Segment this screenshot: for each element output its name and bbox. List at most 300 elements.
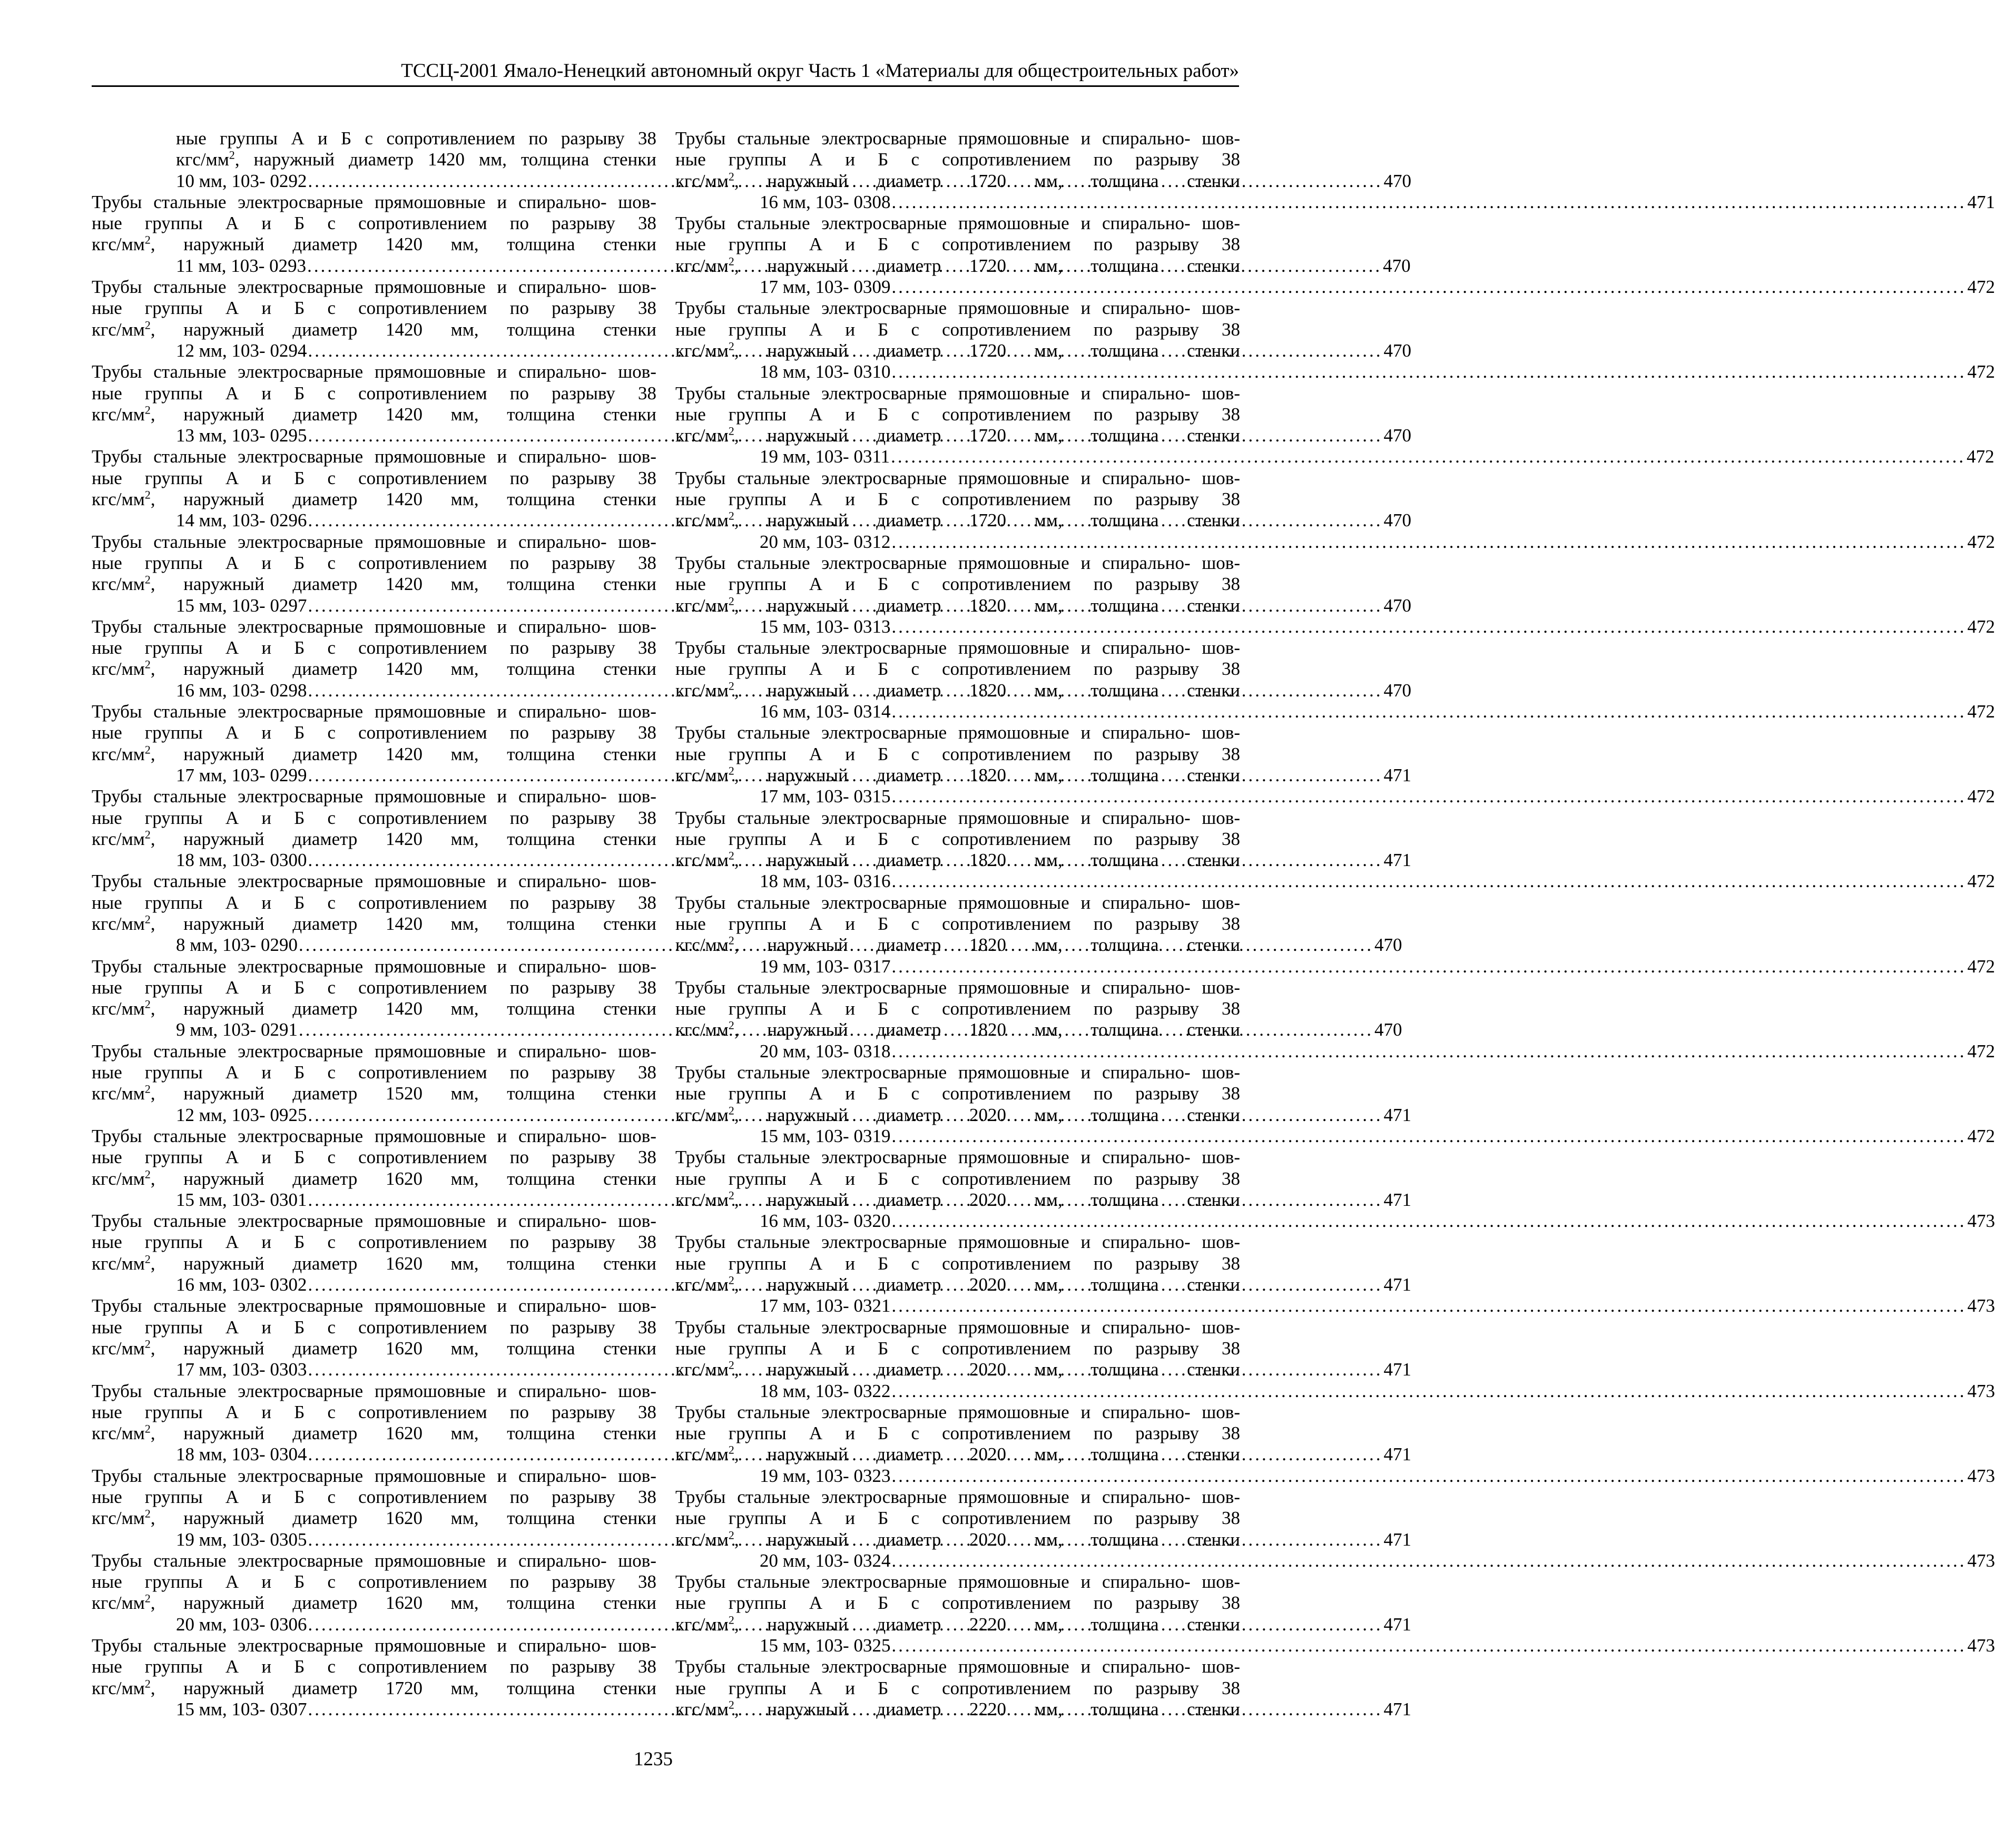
unit-superscript: 2 (144, 233, 151, 247)
entry-diameter-line (675, 1188, 1240, 1211)
diameter-value: 1820 (969, 850, 1006, 871)
dot-leader (891, 701, 1966, 722)
unit-superscript: 2 (728, 1104, 734, 1117)
entry-group-line: ные группы А и Б с сопротивлением по разрыву 38 (92, 298, 656, 319)
unit-superscript: 2 (144, 912, 151, 926)
page-reference: 470 (1374, 935, 1402, 956)
entry-group-line: ные группы А и Б с сопротивлением по разрыву 38 (675, 1168, 1240, 1189)
diameter-value: 1820 (969, 1019, 1006, 1040)
entry-title-line: Трубы стальные электросварные прямошовные и спирально- шов- (675, 128, 1240, 149)
unit-label: кгс/мм (92, 489, 145, 510)
entry-title-line: Трубы стальные электросварные прямошовные и спирально- шов- (92, 1040, 656, 1061)
entry-title-line: Трубы стальные электросварные прямошовные и спирально- шов- (92, 956, 656, 977)
entry-diameter-line (675, 594, 1240, 616)
unit-label: кгс/мм (92, 828, 145, 849)
unit-superscript: 2 (728, 679, 734, 693)
thickness-code: 15 мм, 103- 0301 (176, 1189, 307, 1210)
diameter-value: 2020 (969, 1104, 1006, 1125)
diameter-suffix: мм, толщина стенки (1006, 1189, 1240, 1210)
entry-diameter-line (675, 509, 1240, 531)
diameter-suffix: мм, толщина стенки (1006, 1019, 1240, 1040)
thickness-code: 20 мм, 103- 0318 (760, 1040, 891, 1061)
entry-title-line: Трубы стальные электросварные прямошовные и спирально- шов- (92, 1125, 656, 1146)
entry-code-line (760, 277, 1995, 298)
unit-label: кгс/мм (675, 255, 729, 276)
entry-code-line (760, 1211, 1995, 1232)
unit-superscript: 2 (728, 1188, 734, 1202)
entry-group-line: ные группы А и Б с сопротивлением по разрыву 38 (92, 1062, 656, 1083)
entry-diameter-line (92, 1422, 656, 1444)
diameter-prefix: , наружный диаметр (734, 255, 969, 276)
page-reference: 473 (1967, 1211, 1995, 1232)
diameter-value: 1620 (386, 1508, 422, 1529)
unit-superscript: 2 (728, 254, 734, 268)
entry-group-line: ные группы А и Б с сопротивлением по разрыву 38 (675, 998, 1240, 1019)
entry-title-line: Трубы стальные электросварные прямошовные и спирально- шов- (92, 191, 656, 212)
thickness-code: 14 мм, 103- 0296 (176, 510, 307, 531)
unit-superscript: 2 (144, 1252, 151, 1266)
diameter-suffix: мм, толщина стенки (422, 828, 656, 849)
unit-superscript: 2 (728, 1613, 734, 1627)
page-reference: 472 (1967, 701, 1995, 722)
unit-label: кгс/мм (92, 1677, 145, 1698)
diameter-suffix: мм, толщина стенки (1006, 1104, 1240, 1125)
diameter-suffix: мм, толщина стенки (1006, 425, 1240, 446)
dot-leader (891, 871, 1966, 891)
diameter-prefix: , наружный диаметр (734, 340, 969, 361)
page-reference: 472 (1967, 786, 1995, 807)
thickness-code: 18 мм, 103- 0304 (176, 1444, 307, 1465)
thickness-code: 12 мм, 103- 0294 (176, 340, 307, 361)
unit-superscript: 2 (144, 1677, 151, 1690)
diameter-prefix: , наружный диаметр (734, 510, 969, 531)
entry-group-line: ные группы А и Б с сопротивлением по разрыву 38 (92, 1487, 656, 1507)
entry-code-line (760, 191, 1995, 213)
unit-label: кгс/мм (92, 658, 145, 680)
entry-title-line: Трубы стальные электросварные прямошовные и спирально- шов- (675, 1487, 1240, 1507)
entry-title-line: Трубы стальные электросварные прямошовные и спирально- шов- (92, 786, 656, 807)
page-reference: 472 (1967, 871, 1995, 892)
entry-diameter-line (92, 742, 656, 765)
index-entry (675, 1656, 1240, 1720)
thickness-code: 10 мм, 103- 0292 (176, 170, 307, 191)
diameter-suffix: мм, толщина стенки (1006, 935, 1240, 956)
page-reference: 470 (1383, 255, 1411, 276)
diameter-value: 1720 (969, 425, 1006, 446)
entry-title-line: Трубы стальные электросварные прямошовные и спирально- шов- (92, 616, 656, 637)
diameter-suffix: мм, толщина стенки (422, 1677, 656, 1698)
unit-superscript: 2 (144, 1082, 151, 1096)
entry-title-line: Трубы стальные электросварные прямошовные и спирально- шов- (675, 467, 1240, 488)
entry-code-line (760, 1550, 1995, 1571)
entry-diameter-line (92, 318, 656, 340)
entry-title-line: Трубы стальные электросварные прямошовные и спирально- шов- (92, 361, 656, 382)
page-reference: 471 (1383, 1359, 1411, 1380)
diameter-value: 1820 (969, 764, 1006, 785)
unit-label: кгс/мм (92, 1423, 145, 1444)
diameter-suffix: мм, толщина стенки (422, 743, 656, 764)
entry-group-line: ные группы А и Б с сопротивлением по разрыву 38 (92, 892, 656, 913)
unit-superscript: 2 (144, 1337, 151, 1351)
entry-diameter-line (92, 828, 656, 850)
thickness-code: 19 мм, 103- 0311 (760, 446, 890, 467)
entry-diameter-line (92, 1337, 656, 1359)
entry-code-line (760, 1125, 1995, 1147)
diameter-prefix: , наружный диаметр (150, 1083, 386, 1104)
page-reference: 472 (1967, 1040, 1995, 1061)
unit-label: кгс/мм (92, 998, 145, 1019)
page-reference: 473 (1967, 1635, 1995, 1656)
diameter-prefix: , наружный диаметр (734, 1274, 969, 1295)
diameter-prefix: , наружный диаметр (150, 1423, 386, 1444)
diameter-prefix: , наружный диаметр (150, 1593, 386, 1614)
diameter-value: 1520 (386, 1083, 422, 1104)
page-reference: 471 (1383, 1189, 1411, 1210)
entry-title-line: Трубы стальные электросварные прямошовные и спирально- шов- (675, 213, 1240, 234)
diameter-prefix: , наружный диаметр (734, 1104, 969, 1125)
diameter-suffix: мм, толщина стенки (1006, 680, 1240, 701)
diameter-suffix: мм, толщина стенки (1006, 510, 1240, 531)
diameter-prefix: , наружный диаметр (734, 764, 969, 785)
page-reference: 473 (1967, 1380, 1995, 1401)
entry-group-line: ные группы А и Б с сопротивлением по разрыву 38 (675, 1423, 1240, 1444)
entry-group-line: ные группы А и Б с сопротивлением по разрыву 38 (92, 722, 656, 743)
entry-group-line: ные группы А и Б с сопротивлением по разрыву 38 (675, 828, 1240, 849)
entry-diameter-line (675, 169, 1240, 192)
entry-group-line: ные группы А и Б с сопротивлением по разрыву 38 (92, 213, 656, 234)
diameter-value: 1720 (969, 340, 1006, 361)
unit-label: кгс/мм (92, 319, 145, 340)
entry-group-line: ные группы А и Б с сопротивлением по разрыву 38 (675, 1593, 1240, 1614)
page-reference: 471 (1383, 1529, 1411, 1550)
diameter-prefix: , наружный диаметр (734, 1614, 969, 1635)
diameter-suffix: мм, толщина стенки (1006, 1444, 1240, 1465)
thickness-code: 16 мм, 103- 0308 (760, 191, 891, 212)
unit-label: кгс/мм (92, 1508, 145, 1529)
diameter-value: 1820 (969, 935, 1006, 956)
entry-title-line: Трубы стальные электросварные прямошовные и спирально- шов- (675, 1571, 1240, 1593)
entry-group-line: ные группы А и Б с сопротивлением по разрыву 38 (675, 658, 1240, 680)
diameter-value: 1420 (386, 998, 422, 1019)
dot-leader (891, 277, 1966, 297)
entry-group-line: ные группы А и Б с сопротивлением по разрыву 38 (675, 149, 1240, 170)
thickness-code: 11 мм, 103- 0293 (176, 255, 307, 276)
entry-code-line (760, 531, 1995, 553)
entry-title-line: Трубы стальные электросварные прямошовные и спирально- шов- (675, 892, 1240, 913)
unit-label: кгс/мм (675, 595, 729, 616)
unit-label: кгс/мм (92, 1083, 145, 1104)
entry-diameter-line (92, 233, 656, 255)
unit-label: кгс/мм (92, 1168, 145, 1189)
diameter-suffix: мм, толщина стенки (1006, 1359, 1240, 1380)
page-reference: 470 (1374, 1019, 1402, 1040)
dot-leader (891, 956, 1966, 977)
diameter-value: 1720 (386, 1677, 422, 1698)
thickness-code: 17 мм, 103- 0315 (760, 786, 891, 807)
entry-title-line: Трубы стальные электросварные прямошовные и спирально- шов- (675, 552, 1240, 573)
page-reference: 472 (1967, 616, 1995, 637)
diameter-value: 1720 (969, 510, 1006, 531)
diameter-prefix: , наружный диаметр (150, 828, 386, 849)
unit-label: кгс/мм (92, 404, 145, 425)
diameter-prefix: , наружный диаметр (150, 1508, 386, 1529)
entry-title-line: Трубы стальные электросварные прямошовные и спирально- шов- (675, 298, 1240, 319)
entry-title-line: Трубы стальные электросварные прямошовные и спирально- шов- (675, 1232, 1240, 1253)
entry-code-line (760, 786, 1995, 807)
diameter-prefix: , наружный диаметр (150, 1168, 386, 1189)
diameter-suffix: мм, толщина стенки (1006, 1698, 1240, 1719)
unit-label: кгс/мм (675, 170, 729, 191)
dot-leader (891, 446, 1965, 467)
entry-group-line: ные группы А и Б с сопротивлением по разрыву 38 (92, 467, 656, 488)
diameter-prefix: , наружный диаметр (734, 1698, 969, 1719)
diameter-suffix: мм, толщина стенки (1006, 850, 1240, 871)
thickness-code: 17 мм, 103- 0309 (760, 277, 891, 298)
diameter-prefix: , наружный диаметр (150, 998, 386, 1019)
unit-label: кгс/мм (675, 764, 729, 785)
thickness-code: 9 мм, 103- 0291 (176, 1019, 298, 1040)
page-reference: 471 (1967, 191, 1995, 212)
entry-code-line (760, 956, 1995, 977)
entry-diameter-line (675, 1018, 1240, 1040)
thickness-code: 15 мм, 103- 0297 (176, 595, 307, 616)
unit-label: кгс/мм (675, 425, 729, 446)
entry-code-line (760, 871, 1995, 892)
diameter-value: 1420 (386, 658, 422, 680)
page-reference: 472 (1967, 956, 1995, 977)
unit-superscript: 2 (728, 1528, 734, 1541)
dot-leader (891, 1295, 1966, 1316)
diameter-suffix: мм, толщина стенки (422, 1508, 656, 1529)
unit-superscript: 2 (144, 828, 151, 841)
entry-group-line: ные группы А и Б с сопротивлением по разрыву 38 (675, 913, 1240, 934)
diameter-value: 1420 (386, 404, 422, 425)
entry-code-line (760, 361, 1995, 382)
unit-label: кгс/мм (675, 1529, 729, 1550)
thickness-code: 20 мм, 103- 0306 (176, 1614, 307, 1635)
entry-group-line: ные группы А и Б с сопротивлением по разрыву 38 (675, 1083, 1240, 1104)
page-reference: 472 (1967, 1125, 1995, 1146)
unit-superscript: 2 (144, 573, 151, 586)
unit-label: кгс/мм (675, 935, 729, 956)
entry-title-line: Трубы стальные электросварные прямошовные и спирально- шов- (675, 722, 1240, 743)
diameter-value: 2020 (969, 1189, 1006, 1210)
diameter-value: 1620 (386, 1338, 422, 1359)
unit-superscript: 2 (728, 509, 734, 523)
entry-code-line (760, 1635, 1995, 1656)
unit-superscript: 2 (144, 488, 151, 502)
entry-diameter-line (92, 1252, 656, 1274)
entry-title-line: Трубы стальные электросварные прямошовные и спирально- шов- (92, 1635, 656, 1656)
unit-label: кгс/мм (675, 1359, 729, 1380)
unit-superscript: 2 (728, 1018, 734, 1032)
diameter-value: 1820 (969, 680, 1006, 701)
unit-superscript: 2 (144, 318, 151, 332)
entry-code-line (760, 701, 1995, 722)
unit-superscript: 2 (144, 1167, 151, 1181)
diameter-prefix: , наружный диаметр (150, 743, 386, 764)
entry-diameter-line (92, 1507, 656, 1529)
page-reference: 473 (1967, 1465, 1995, 1486)
unit-superscript: 2 (144, 657, 151, 671)
unit-label: кгс/мм (92, 913, 145, 934)
dot-leader (891, 786, 1966, 807)
entry-diameter-line (675, 764, 1240, 786)
thickness-code: 19 мм, 103- 0323 (760, 1465, 891, 1486)
diameter-prefix: , наружный диаметр (734, 1444, 969, 1465)
entry-code-line (760, 1295, 1995, 1316)
diameter-suffix: мм, толщина стенки (1006, 764, 1240, 785)
diameter-prefix: , наружный диаметр (734, 1359, 969, 1380)
diameter-value: 1420 (386, 489, 422, 510)
diameter-suffix: мм, толщина стенки (422, 489, 656, 510)
diameter-prefix: , наружный диаметр (734, 680, 969, 701)
page-reference: 472 (1967, 277, 1995, 298)
diameter-prefix: , наружный диаметр (150, 489, 386, 510)
diameter-value: 1420 (386, 913, 422, 934)
unit-label: кгс/мм (92, 1593, 145, 1614)
diameter-suffix: мм, толщина стенки (422, 1423, 656, 1444)
entry-diameter-line (92, 912, 656, 935)
diameter-value: 1420 (428, 149, 465, 170)
entry-diameter-line (675, 1613, 1240, 1635)
dot-leader (891, 1635, 1966, 1656)
dot-leader (891, 1466, 1966, 1486)
diameter-suffix: мм, толщина стенки (1006, 595, 1240, 616)
unit-superscript: 2 (144, 403, 151, 417)
unit-superscript: 2 (728, 1698, 734, 1712)
page-reference: 473 (1967, 1550, 1995, 1571)
entry-title-line: Трубы стальные электросварные прямошовные и спирально- шов- (675, 1316, 1240, 1338)
entry-diameter-line (675, 933, 1240, 956)
thickness-code: 15 мм, 103- 0313 (760, 616, 891, 637)
entry-title-line: Трубы стальные электросварные прямошовные и спирально- шов- (92, 1465, 656, 1486)
diameter-prefix: , наружный диаметр (734, 1019, 969, 1040)
entry-group-line: ные группы А и Б с сопротивлением по разрыву 38 (92, 1571, 656, 1593)
diameter-prefix: , наружный диаметр (734, 850, 969, 871)
diameter-suffix: мм, толщина стенки (422, 574, 656, 595)
unit-superscript: 2 (728, 933, 734, 947)
thickness-code: 15 мм, 103- 0307 (176, 1698, 307, 1719)
entry-diameter-line (675, 1443, 1240, 1465)
page-reference: 470 (1383, 340, 1411, 361)
diameter-suffix: мм, толщина стенки (422, 1338, 656, 1359)
entry-diameter-line (675, 1273, 1240, 1295)
diameter-suffix: мм, толщина стенки (1006, 1529, 1240, 1550)
diameter-value: 2020 (969, 1529, 1006, 1550)
entry-group-line: ные группы А и Б с сопротивлением по разрыву 38 (92, 637, 656, 658)
diameter-suffix: мм, толщина стенки (422, 658, 656, 680)
entry-group-line: ные группы А и Б с сопротивлением по разрыву 38 (675, 1677, 1240, 1698)
unit-superscript: 2 (728, 594, 734, 607)
entry-title-line: Трубы стальные электросварные прямошовные и спирально- шов- (92, 1550, 656, 1571)
thickness-code: 18 мм, 103- 0300 (176, 850, 307, 871)
diameter-value: 1620 (386, 1253, 422, 1274)
dot-leader (891, 361, 1966, 382)
entry-group-line: ные группы А и Б с сопротивлением по разрыву 38 (92, 382, 656, 404)
page-reference: 471 (1383, 1698, 1411, 1719)
entry-title-line: Трубы стальные электросварные прямошовные и спирально- шов- (675, 637, 1240, 658)
thickness-code: 12 мм, 103- 0925 (176, 1104, 307, 1125)
diameter-prefix: , наружный диаметр (150, 404, 386, 425)
diameter-value: 1420 (386, 574, 422, 595)
unit-label: кгс/мм (92, 574, 145, 595)
diameter-prefix: , наружный диаметр (150, 913, 386, 934)
entry-group-line: ные группы А и Б с сопротивлением по разрыву 38 (675, 574, 1240, 595)
diameter-value: 1820 (969, 595, 1006, 616)
entry-title-line: Трубы стальные электросварные прямошовные и спирально- шов- (92, 277, 656, 298)
diameter-suffix: мм, толщина стенки (422, 1083, 656, 1104)
unit-superscript: 2 (728, 849, 734, 862)
unit-superscript: 2 (728, 1273, 734, 1287)
thickness-code: 8 мм, 103- 0290 (176, 935, 298, 956)
diameter-prefix: , наружный диаметр (734, 595, 969, 616)
thickness-code: 17 мм, 103- 0321 (760, 1295, 891, 1316)
entry-diameter-line (675, 1528, 1240, 1550)
entry-title-line: Трубы стальные электросварные прямошовные и спирально- шов- (675, 1401, 1240, 1422)
diameter-value: 1720 (969, 255, 1006, 276)
thickness-code: 17 мм, 103- 0299 (176, 764, 307, 785)
diameter-prefix: , наружный диаметр (734, 935, 969, 956)
entry-diameter-line (675, 424, 1240, 446)
diameter-prefix: , наружный диаметр (734, 1529, 969, 1550)
thickness-code: 16 мм, 103- 0298 (176, 680, 307, 701)
entry-title-line: Трубы стальные электросварные прямошовные и спирально- шов- (92, 1211, 656, 1232)
diameter-suffix: мм, толщина стенки (422, 998, 656, 1019)
diameter-value: 2020 (969, 1444, 1006, 1465)
thickness-code: 19 мм, 103- 0317 (760, 956, 891, 977)
entry-diameter-line (675, 679, 1240, 701)
page-reference: 470 (1383, 595, 1411, 616)
diameter-prefix: , наружный диаметр (150, 319, 386, 340)
entry-diameter-line (92, 997, 656, 1019)
dot-leader (891, 1211, 1966, 1231)
diameter-value: 1720 (969, 170, 1006, 191)
thickness-code: 15 мм, 103- 0319 (760, 1125, 891, 1146)
entry-title-line: Трубы стальные электросварные прямошовные и спирально- шов- (92, 1295, 656, 1316)
entry-diameter-line (675, 339, 1240, 361)
unit-label: кгс/мм (675, 1104, 729, 1125)
unit-label: кгс/мм (675, 1019, 729, 1040)
diameter-value: 2020 (969, 1359, 1006, 1380)
unit-superscript: 2 (144, 1507, 151, 1520)
diameter-value: 1620 (386, 1168, 422, 1189)
thickness-code: 20 мм, 103- 0312 (760, 531, 891, 552)
thickness-code: 17 мм, 103- 0303 (176, 1359, 307, 1380)
unit-superscript: 2 (728, 424, 734, 438)
entry-group-line: ные группы А и Б с сопротивлением по разрыву 38 (92, 1232, 656, 1253)
diameter-suffix: мм, толщина стенки (465, 149, 656, 170)
dot-leader (891, 1126, 1966, 1146)
thickness-code: 18 мм, 103- 0322 (760, 1380, 891, 1401)
entry-diameter-line (675, 254, 1240, 277)
entry-diameter-line (675, 1104, 1240, 1126)
unit-label: кгс/мм (675, 1444, 729, 1465)
thickness-code: 16 мм, 103- 0302 (176, 1274, 307, 1295)
entry-code-line (760, 1380, 1995, 1402)
page-reference: 470 (1383, 425, 1411, 446)
page-header (92, 59, 1239, 87)
unit-label: кгс/мм (92, 1253, 145, 1274)
diameter-prefix: , наружный диаметр (734, 425, 969, 446)
entry-diameter-line (92, 573, 656, 595)
entry-diameter-line (92, 1082, 656, 1104)
entry-group-line: ные группы А и Б с сопротивлением по разрыву 38 (92, 977, 656, 998)
unit-label: кгс/мм (92, 234, 145, 255)
thickness-code: 13 мм, 103- 0295 (176, 425, 307, 446)
entry-diameter-line (176, 149, 656, 170)
dot-leader (891, 616, 1966, 637)
